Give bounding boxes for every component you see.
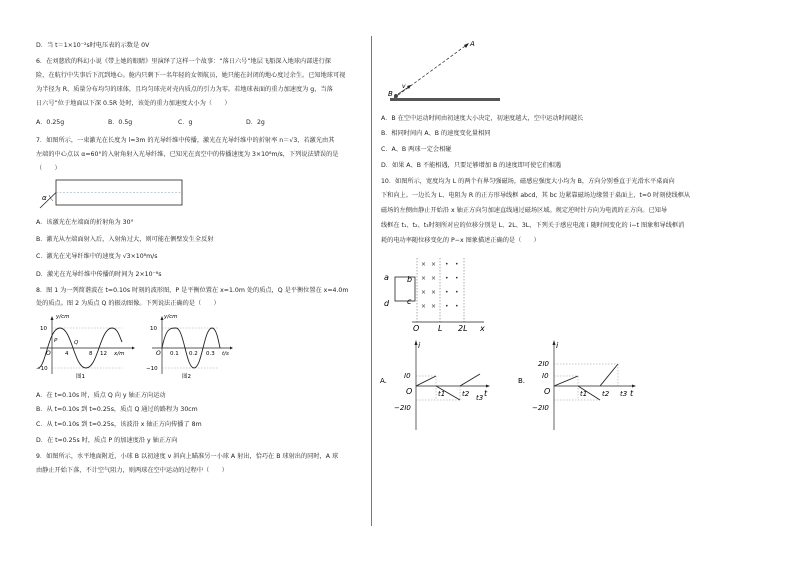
svg-text:×: ×: [421, 303, 427, 310]
q7-line-1: 7．如图所示，一束激光在长度为 l=3m 的光导纤维中传播，激光在光导纤维中的折射率 n＝√3，若激光由其: [36, 137, 335, 144]
graph-b-t1: t1: [580, 390, 588, 398]
q7-line-2: 左端的中心点以 α=60°的入射角射入光导纤维，已知光在真空中的传播速度为 3×10⁸m/s，下列说法错误的是: [36, 151, 339, 158]
q10-line-3: 磁场的左侧由静止开始沿 x 轴正方向匀加速直线通过磁场区域。规定逆时针方向为电流的正方向。已知导: [381, 207, 668, 214]
svg-text:•: •: [455, 289, 459, 296]
q9-option-a: A．B 在空中运动时间由初速度大小决定，初速度越大，空中运动时间越长: [381, 115, 584, 122]
svg-text:×: ×: [421, 289, 427, 296]
q9-option-d: D．如果 A、B 不能相遇，只要足够增加 B 的速度即可使它们相遇: [381, 162, 562, 169]
fig1-tick-10: 10: [40, 326, 47, 332]
graph-a-t1: t1: [438, 390, 446, 398]
svg-text:×: ×: [431, 275, 437, 282]
label-a: a: [384, 273, 389, 282]
ball-b: [394, 94, 398, 98]
graph-b-t2: t2: [602, 390, 610, 398]
q9-projectile-figure: [384, 36, 504, 106]
q6-line-3: 为半径为 R、质量分布均匀的球体，且均匀球壳对壳内质点的引力为零。若地球表面的重力加速度为 g，当落: [36, 86, 333, 93]
q9-line-1: 9．如图所示，水平地面附近，小球 B 以初速度 v 斜向上瞄准另一小球 A 射出，恰巧在 B 球射出的同时，A 球: [36, 453, 339, 460]
fig1-tick-8: 8: [89, 351, 93, 357]
q8-option-a: A．在 t=0.10s 时，质点 Q 向 y 轴正方向运动: [36, 392, 166, 399]
fig1-tick-4: 4: [65, 351, 69, 357]
label-b: b: [407, 275, 413, 284]
svg-text:•: •: [455, 303, 459, 310]
fig2-ylabel: y/cm: [164, 314, 178, 320]
q9-line-2: 由静止开始下落，不计空气阻力，则两球在空中运动的过程中（ ）: [36, 467, 228, 474]
graph-a-t-label: t: [484, 389, 488, 398]
q8-figure-1: [36, 312, 136, 384]
fig1-caption: 图1: [76, 374, 85, 380]
q7-option-c: C．激光在光导纤维中的速度为 √3×10⁸m/s: [36, 253, 158, 260]
fig2-tick-10: 10: [150, 326, 157, 332]
fig1-xlabel: x/m: [114, 351, 125, 357]
label-o: O: [413, 324, 420, 333]
q10-field-figure: [382, 254, 492, 334]
fig1-point-q: Q: [74, 340, 79, 346]
graph-b-label: B.: [518, 377, 526, 385]
label-v: v: [402, 83, 406, 90]
graph-a-i0: I0: [404, 372, 411, 380]
label-d: d: [384, 299, 390, 308]
q6-option-a: A．0.25g: [36, 119, 65, 126]
cross-mark: ×: [421, 261, 427, 268]
q8-option-b: B．从 t=0.10s 到 t=0.25s，质点 Q 通过的路程为 30cm: [36, 406, 198, 413]
label-2l: 2L: [458, 324, 468, 333]
label-a: A: [470, 40, 475, 48]
q7-fiber-figure: [30, 178, 190, 218]
fig1-ylabel: y/cm: [56, 314, 70, 320]
label-x: x: [480, 324, 485, 333]
svg-text:•: •: [455, 261, 459, 268]
fig1-point-p: P: [54, 338, 58, 344]
svg-text:×: ×: [431, 303, 437, 310]
fig2-origin: O: [156, 350, 161, 357]
fig2-tick-02: 0.2: [189, 351, 198, 357]
fig1-origin: O: [46, 350, 51, 357]
svg-text:•: •: [445, 275, 449, 282]
svg-text:•: •: [445, 289, 449, 296]
fig1-tick-12: 12: [100, 351, 107, 357]
q7-option-a: A．该激光在左端面的折射角为 30°: [36, 219, 134, 226]
graph-a-i-label: i: [418, 341, 421, 350]
column-divider: [371, 36, 372, 526]
q10-line-5: 耗的电功率随位移变化的 P−x 图象描述正确的是（ ）: [381, 237, 540, 244]
graph-a-t2: t2: [462, 390, 470, 398]
dot-mark: •: [445, 261, 449, 268]
label-c: c: [407, 297, 412, 306]
fig2-caption: 图2: [182, 374, 191, 380]
q6-option-b: B．0.5g: [108, 119, 133, 126]
q6-line-4: 日六号”位于地面以下深 0.5R 处时，该处的重力加速度大小为（ ）: [36, 100, 231, 107]
ground: [390, 98, 500, 101]
q10-line-2: 下和向上。一边长为 L、电阻为 R 的正方形导线框 abcd，其 bc 边紧靠磁场边缘置于桌面上，t=0 时刻使线框从: [381, 192, 691, 199]
label-l: L: [438, 324, 443, 333]
svg-text:×: ×: [431, 261, 437, 268]
q8-line-2: 处的质点。图 2 为质点 Q 的振动图像。下列说法正确的是（ ）: [36, 300, 220, 307]
svg-text:•: •: [445, 303, 449, 310]
graph-a-origin: O: [406, 387, 413, 396]
fig1-tick-neg10: −10: [36, 366, 48, 372]
svg-text:×: ×: [431, 289, 437, 296]
graph-a-label: A.: [380, 377, 387, 385]
q7-option-d: D．激光在光导纤维中传播的时间为 2×10⁻⁸s: [36, 271, 162, 278]
fig2-xlabel: t/s: [222, 351, 229, 357]
q6-option-d: D．2g: [246, 119, 265, 126]
label-b: B: [388, 90, 393, 98]
graph-b-neg2i0: −2I0: [532, 404, 549, 412]
graph-b-origin: O: [544, 387, 551, 396]
graph-b-i-label: i: [556, 341, 559, 350]
q8-option-c: C．从 t=0.10s 到 t=0.25s，该波沿 x 轴正方向传播了 8m: [36, 421, 202, 428]
q10-line-4: 线框在 t₁、t₂、t₃时刻所对应的位移分别是 L、2L、3L，下列关于感应电流 i 随时间变化的 i−t 图象和导线框消: [381, 222, 685, 229]
graph-b-t3: t3: [620, 390, 628, 398]
q8-line-1: 8．图 1 为一列简谐波在 t=0.10s 时刻的波形图，P 是平衡位置在 x=1.0m 处的质点，Q 是平衡位置在 x=4.0m: [36, 287, 349, 294]
svg-text:×: ×: [421, 275, 427, 282]
q10-line-1: 10．如图所示，宽度均为 L 的两个有界匀强磁场，磁感应强度大小均为 B，方向分别垂直于光滑水平桌面向: [381, 178, 675, 185]
graph-a-t3: t3: [476, 394, 484, 402]
fig2-tick-01: 0.1: [170, 351, 179, 357]
q6-line-1: 6．在刘慈欣的科幻小说《带上她的眼睛》里演绎了这样一个故事：“落日六号”地层飞船深入地球内部进行探: [36, 58, 331, 65]
graph-a-neg2i0: −2I0: [394, 404, 411, 412]
q6-line-2: 险，在航行中失事后下沉到地心。舱内只剩下一名年轻的女领航员，她只能在封闭的地心度过余生。已知地球可视: [36, 72, 346, 79]
graph-b-2i0: 2I0: [538, 360, 549, 368]
q7-option-b: B．激光从左端面射入后，入射角过大，则可能在侧壁发生全反射: [36, 236, 214, 243]
graph-b-t-label: t: [630, 389, 634, 398]
q9-option-b: B．相同时间内 A、B 的速度变化量相同: [381, 130, 491, 137]
fig2-tick-03: 0.3: [206, 351, 215, 357]
graph-b-i0: I0: [542, 372, 549, 380]
q9-option-c: C．A、B 两球一定会相碰: [381, 146, 452, 153]
svg-text:•: •: [455, 275, 459, 282]
q10-graph-b: [518, 338, 648, 438]
fig2-tick-neg10: −10: [146, 366, 158, 372]
q8-figure-2: [148, 312, 238, 384]
alpha-label: α: [42, 194, 47, 202]
q8-option-d: D．在 t=0.25s 时，质点 P 的加速度沿 y 轴正方向: [36, 437, 178, 444]
q7-line-3: （ ）: [36, 165, 61, 172]
q6-option-c: C．g: [178, 119, 193, 126]
q10-graph-a: [380, 338, 500, 438]
q5-option-d: D．当 t＝1×10⁻²s时电压表的示数是 0V: [36, 42, 150, 49]
